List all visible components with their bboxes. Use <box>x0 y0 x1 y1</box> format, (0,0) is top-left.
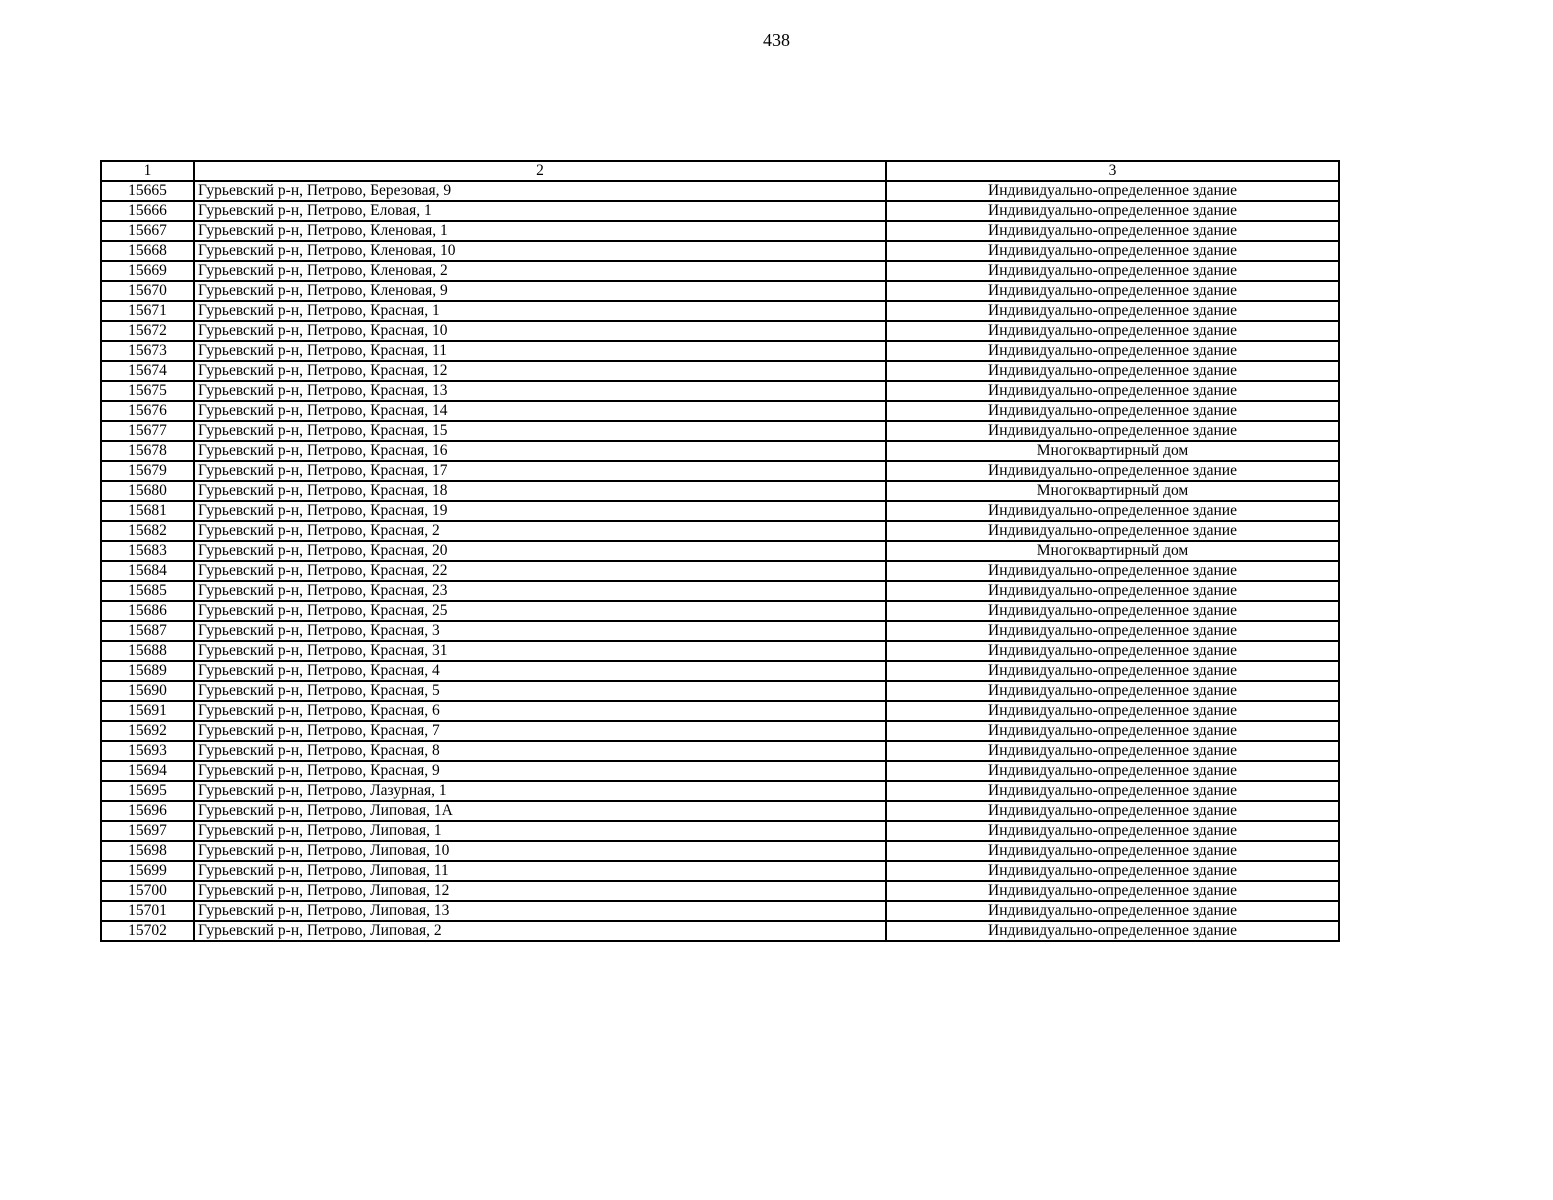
column-header-1: 1 <box>101 161 194 181</box>
column-header-2: 2 <box>194 161 886 181</box>
table-row <box>101 741 1339 761</box>
object-type-cell: Индивидуально-определенное здание <box>886 201 1339 221</box>
table-row <box>101 841 1339 861</box>
address-cell: Гурьевский р-н, Петрово, Кленовая, 2 <box>194 261 886 281</box>
address-cell: Гурьевский р-н, Петрово, Красная, 2 <box>194 521 886 541</box>
row-number-cell: 15700 <box>101 881 194 901</box>
table-row <box>101 341 1339 361</box>
object-type-cell: Индивидуально-определенное здание <box>886 221 1339 241</box>
object-type-cell: Индивидуально-определенное здание <box>886 341 1339 361</box>
table-row <box>101 661 1339 681</box>
address-cell: Гурьевский р-н, Петрово, Красная, 14 <box>194 401 886 421</box>
address-cell: Гурьевский р-н, Петрово, Красная, 5 <box>194 681 886 701</box>
table-row <box>101 201 1339 221</box>
object-type-cell: Индивидуально-определенное здание <box>886 741 1339 761</box>
object-type-cell: Индивидуально-определенное здание <box>886 501 1339 521</box>
address-cell: Гурьевский р-н, Петрово, Красная, 10 <box>194 321 886 341</box>
row-number-cell: 15675 <box>101 381 194 401</box>
table-row <box>101 621 1339 641</box>
row-number-cell: 15693 <box>101 741 194 761</box>
row-number-cell: 15667 <box>101 221 194 241</box>
table-row <box>101 721 1339 741</box>
row-number-cell: 15686 <box>101 601 194 621</box>
object-type-cell: Индивидуально-определенное здание <box>886 641 1339 661</box>
object-type-cell: Индивидуально-определенное здание <box>886 301 1339 321</box>
table-row <box>101 381 1339 401</box>
table-row <box>101 421 1339 441</box>
row-number-cell: 15696 <box>101 801 194 821</box>
object-type-cell: Индивидуально-определенное здание <box>886 241 1339 261</box>
table-row <box>101 501 1339 521</box>
address-cell: Гурьевский р-н, Петрово, Красная, 3 <box>194 621 886 641</box>
row-number-cell: 15695 <box>101 781 194 801</box>
object-type-cell: Индивидуально-определенное здание <box>886 581 1339 601</box>
object-type-cell: Многоквартирный дом <box>886 481 1339 501</box>
table-row <box>101 781 1339 801</box>
row-number-cell: 15692 <box>101 721 194 741</box>
row-number-cell: 15678 <box>101 441 194 461</box>
address-cell: Гурьевский р-н, Петрово, Красная, 16 <box>194 441 886 461</box>
table-row <box>101 861 1339 881</box>
row-number-cell: 15673 <box>101 341 194 361</box>
table-row <box>101 821 1339 841</box>
address-cell: Гурьевский р-н, Петрово, Кленовая, 1 <box>194 221 886 241</box>
address-cell: Гурьевский р-н, Петрово, Красная, 22 <box>194 561 886 581</box>
row-number-cell: 15682 <box>101 521 194 541</box>
row-number-cell: 15671 <box>101 301 194 321</box>
table-row <box>101 361 1339 381</box>
row-number-cell: 15670 <box>101 281 194 301</box>
table-row <box>101 481 1339 501</box>
object-type-cell: Индивидуально-определенное здание <box>886 381 1339 401</box>
row-number-cell: 15699 <box>101 861 194 881</box>
address-cell: Гурьевский р-н, Петрово, Кленовая, 10 <box>194 241 886 261</box>
address-cell: Гурьевский р-н, Петрово, Красная, 19 <box>194 501 886 521</box>
object-type-cell: Индивидуально-определенное здание <box>886 781 1339 801</box>
address-cell: Гурьевский р-н, Петрово, Красная, 8 <box>194 741 886 761</box>
address-cell: Гурьевский р-н, Петрово, Липовая, 11 <box>194 861 886 881</box>
object-type-cell: Индивидуально-определенное здание <box>886 281 1339 301</box>
row-number-cell: 15690 <box>101 681 194 701</box>
object-type-cell: Индивидуально-определенное здание <box>886 901 1339 921</box>
row-number-cell: 15674 <box>101 361 194 381</box>
object-type-cell: Многоквартирный дом <box>886 441 1339 461</box>
row-number-cell: 15687 <box>101 621 194 641</box>
table-row <box>101 521 1339 541</box>
address-cell: Гурьевский р-н, Петрово, Красная, 20 <box>194 541 886 561</box>
object-type-cell: Индивидуально-определенное здание <box>886 321 1339 341</box>
address-cell: Гурьевский р-н, Петрово, Красная, 13 <box>194 381 886 401</box>
table-row <box>101 441 1339 461</box>
object-type-cell: Индивидуально-определенное здание <box>886 821 1339 841</box>
address-cell: Гурьевский р-н, Петрово, Красная, 15 <box>194 421 886 441</box>
address-cell: Гурьевский р-н, Петрово, Красная, 4 <box>194 661 886 681</box>
table-row <box>101 581 1339 601</box>
object-type-cell: Индивидуально-определенное здание <box>886 521 1339 541</box>
address-cell: Гурьевский р-н, Петрово, Липовая, 1А <box>194 801 886 821</box>
object-type-cell: Индивидуально-определенное здание <box>886 701 1339 721</box>
table-row <box>101 301 1339 321</box>
registry-table <box>100 160 1340 942</box>
row-number-cell: 15701 <box>101 901 194 921</box>
object-type-cell: Индивидуально-определенное здание <box>886 921 1339 941</box>
row-number-cell: 15688 <box>101 641 194 661</box>
row-number-cell: 15683 <box>101 541 194 561</box>
object-type-cell: Индивидуально-определенное здание <box>886 461 1339 481</box>
object-type-cell: Индивидуально-определенное здание <box>886 881 1339 901</box>
row-number-cell: 15684 <box>101 561 194 581</box>
address-cell: Гурьевский р-н, Петрово, Липовая, 10 <box>194 841 886 861</box>
table-header-row <box>101 161 1339 181</box>
table-row <box>101 881 1339 901</box>
table-row <box>101 801 1339 821</box>
table-row <box>101 601 1339 621</box>
object-type-cell: Индивидуально-определенное здание <box>886 561 1339 581</box>
object-type-cell: Индивидуально-определенное здание <box>886 421 1339 441</box>
table-row <box>101 541 1339 561</box>
address-cell: Гурьевский р-н, Петрово, Красная, 11 <box>194 341 886 361</box>
object-type-cell: Индивидуально-определенное здание <box>886 841 1339 861</box>
row-number-cell: 15668 <box>101 241 194 261</box>
table-row <box>101 401 1339 421</box>
object-type-cell: Индивидуально-определенное здание <box>886 801 1339 821</box>
address-cell: Гурьевский р-н, Петрово, Липовая, 13 <box>194 901 886 921</box>
row-number-cell: 15681 <box>101 501 194 521</box>
address-cell: Гурьевский р-н, Петрово, Еловая, 1 <box>194 201 886 221</box>
address-cell: Гурьевский р-н, Петрово, Красная, 18 <box>194 481 886 501</box>
table-row <box>101 681 1339 701</box>
object-type-cell: Индивидуально-определенное здание <box>886 401 1339 421</box>
table-body <box>101 161 1339 941</box>
row-number-cell: 15689 <box>101 661 194 681</box>
row-number-cell: 15679 <box>101 461 194 481</box>
address-cell: Гурьевский р-н, Петрово, Красная, 1 <box>194 301 886 321</box>
row-number-cell: 15698 <box>101 841 194 861</box>
table-row <box>101 761 1339 781</box>
object-type-cell: Индивидуально-определенное здание <box>886 181 1339 201</box>
row-number-cell: 15666 <box>101 201 194 221</box>
row-number-cell: 15697 <box>101 821 194 841</box>
address-cell: Гурьевский р-н, Петрово, Красная, 9 <box>194 761 886 781</box>
object-type-cell: Индивидуально-определенное здание <box>886 861 1339 881</box>
address-cell: Гурьевский р-н, Петрово, Кленовая, 9 <box>194 281 886 301</box>
address-cell: Гурьевский р-н, Петрово, Лазурная, 1 <box>194 781 886 801</box>
table-row <box>101 561 1339 581</box>
row-number-cell: 15680 <box>101 481 194 501</box>
row-number-cell: 15694 <box>101 761 194 781</box>
address-cell: Гурьевский р-н, Петрово, Липовая, 2 <box>194 921 886 941</box>
row-number-cell: 15691 <box>101 701 194 721</box>
address-cell: Гурьевский р-н, Петрово, Красная, 23 <box>194 581 886 601</box>
address-cell: Гурьевский р-н, Петрово, Красная, 12 <box>194 361 886 381</box>
table-row <box>101 241 1339 261</box>
object-type-cell: Индивидуально-определенное здание <box>886 601 1339 621</box>
address-cell: Гурьевский р-н, Петрово, Красная, 17 <box>194 461 886 481</box>
address-cell: Гурьевский р-н, Петрово, Березовая, 9 <box>194 181 886 201</box>
table-row <box>101 261 1339 281</box>
table-row <box>101 321 1339 341</box>
row-number-cell: 15676 <box>101 401 194 421</box>
object-type-cell: Индивидуально-определенное здание <box>886 721 1339 741</box>
row-number-cell: 15672 <box>101 321 194 341</box>
table-row <box>101 221 1339 241</box>
row-number-cell: 15665 <box>101 181 194 201</box>
object-type-cell: Индивидуально-определенное здание <box>886 661 1339 681</box>
row-number-cell: 15669 <box>101 261 194 281</box>
object-type-cell: Индивидуально-определенное здание <box>886 681 1339 701</box>
page-number: 438 <box>763 30 790 50</box>
table-row <box>101 181 1339 201</box>
object-type-cell: Индивидуально-определенное здание <box>886 621 1339 641</box>
row-number-cell: 15702 <box>101 921 194 941</box>
object-type-cell: Многоквартирный дом <box>886 541 1339 561</box>
table-row <box>101 901 1339 921</box>
address-cell: Гурьевский р-н, Петрово, Липовая, 1 <box>194 821 886 841</box>
address-cell: Гурьевский р-н, Петрово, Липовая, 12 <box>194 881 886 901</box>
object-type-cell: Индивидуально-определенное здание <box>886 761 1339 781</box>
row-number-cell: 15685 <box>101 581 194 601</box>
column-header-3: 3 <box>886 161 1339 181</box>
table-row <box>101 701 1339 721</box>
table-row <box>101 461 1339 481</box>
address-cell: Гурьевский р-н, Петрово, Красная, 31 <box>194 641 886 661</box>
object-type-cell: Индивидуально-определенное здание <box>886 361 1339 381</box>
address-cell: Гурьевский р-н, Петрово, Красная, 6 <box>194 701 886 721</box>
table-row <box>101 641 1339 661</box>
object-type-cell: Индивидуально-определенное здание <box>886 261 1339 281</box>
row-number-cell: 15677 <box>101 421 194 441</box>
table-row <box>101 921 1339 941</box>
table-row <box>101 281 1339 301</box>
address-cell: Гурьевский р-н, Петрово, Красная, 7 <box>194 721 886 741</box>
address-cell: Гурьевский р-н, Петрово, Красная, 25 <box>194 601 886 621</box>
